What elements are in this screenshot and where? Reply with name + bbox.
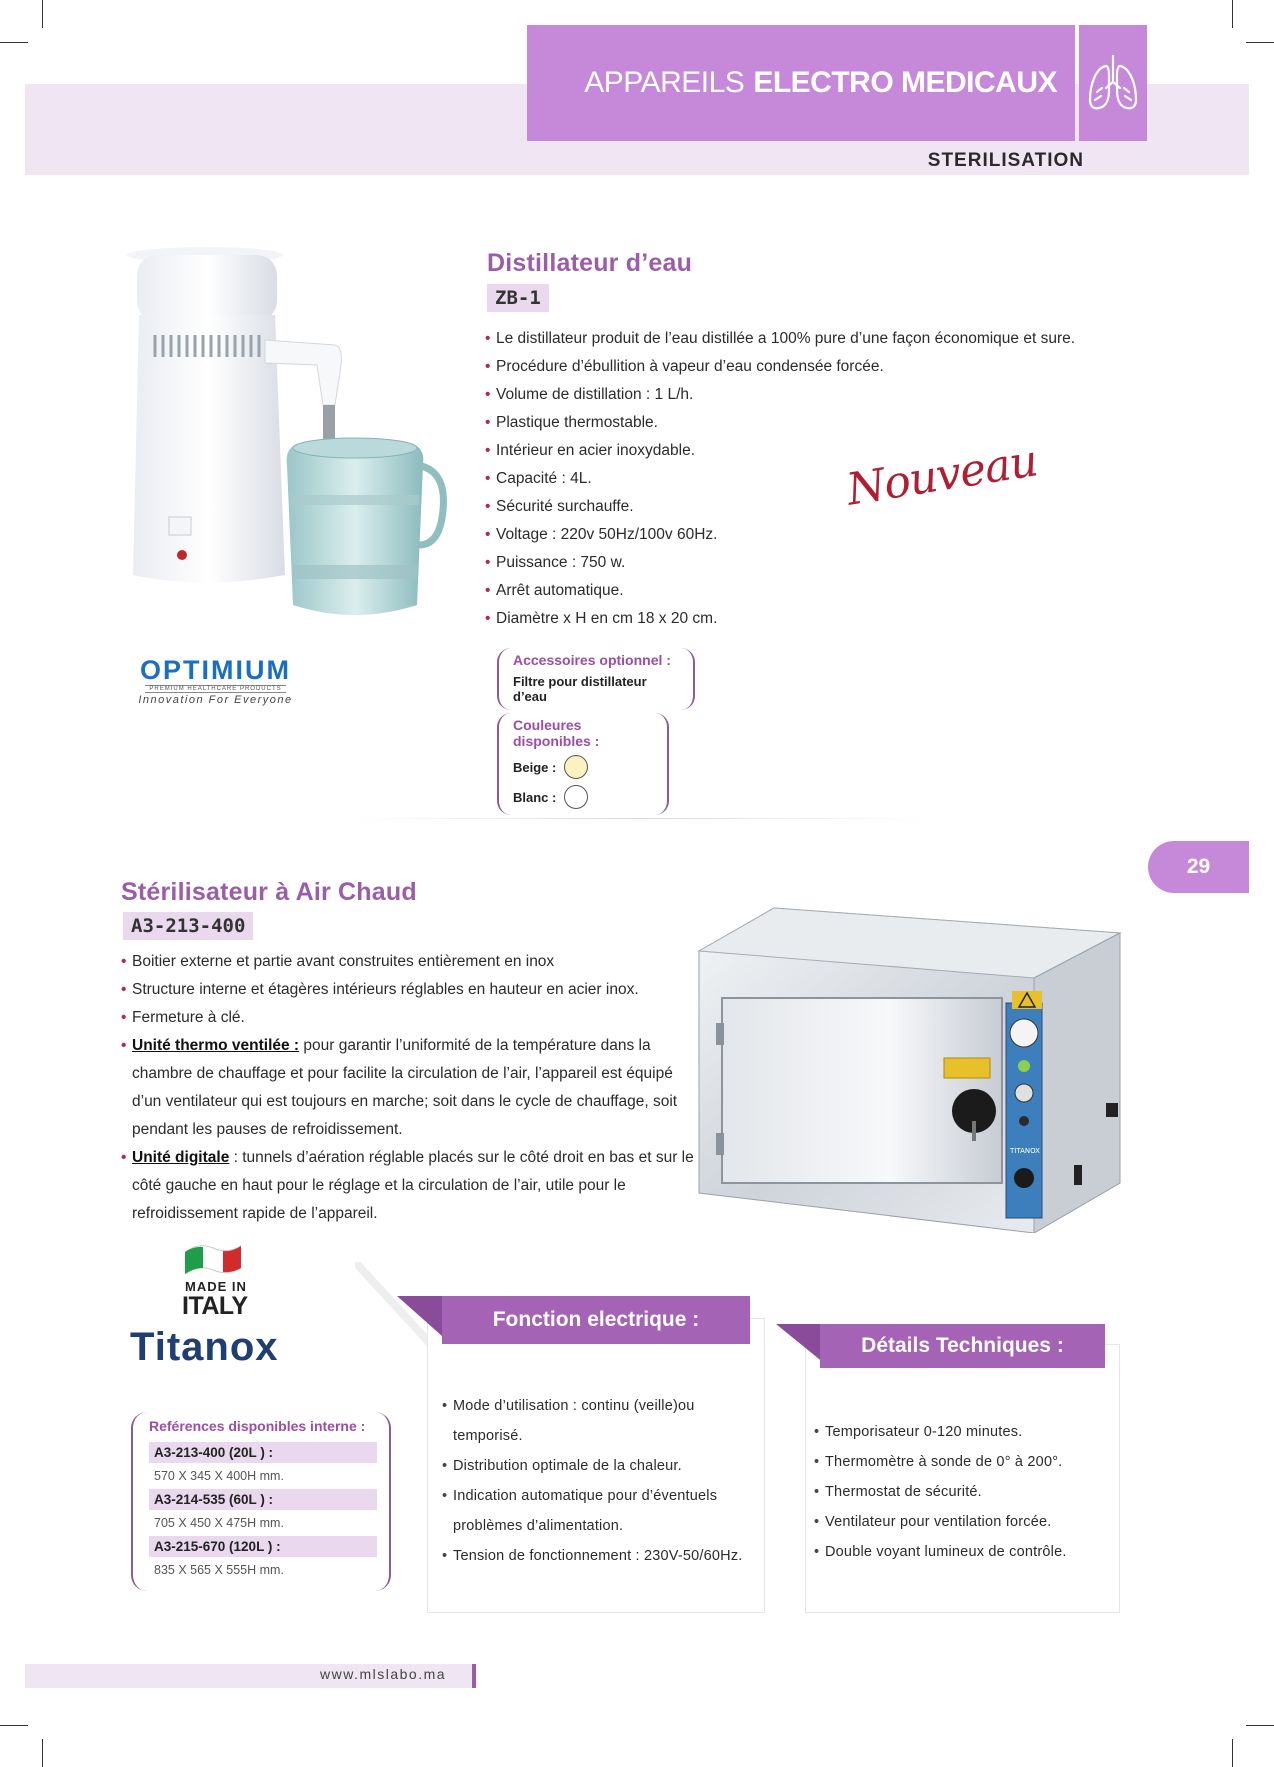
color-label: Beige : [513,759,557,775]
crop-mark [0,42,28,43]
sterilizer-brand-label: TITANOX [1010,1147,1040,1155]
section-divider [360,818,920,819]
technical-panel [805,1344,1120,1613]
lungs-icon [1086,52,1140,114]
list-item: • Sécurité surchauffe. [485,493,1165,521]
reference-head: A3-214-535 (60L ) : [149,1489,377,1510]
color-swatch [564,755,588,779]
product2-feature-list [121,948,696,1228]
header-title [527,25,1075,141]
crop-mark [0,1725,28,1726]
list-item [121,1032,696,1144]
section-label: STERILISATION [927,150,1084,171]
accessories-box [497,648,695,710]
list-item: • Tension de fonctionnement : 230V-50/60Hz. [442,1541,747,1571]
colors-box [497,713,669,815]
crop-mark [42,1739,43,1767]
made-in-label: MADE IN [185,1279,247,1294]
list-item: • Volume de distillation : 1 L/h. [485,381,1165,409]
technical-panel-title: Détails Techniques : [820,1324,1105,1368]
list-item: • Temporisateur 0-120 minutes. [814,1417,1109,1447]
reference-dims: 835 X 565 X 555H mm. [154,1563,284,1577]
reference-head: A3-213-400 (20L ) : [149,1442,377,1463]
electrical-list [442,1391,747,1571]
product2-code: A3-213-400 [123,912,253,940]
crop-mark [1246,42,1274,43]
color-option-beige [513,755,655,779]
header-icon-box [1079,25,1147,141]
header-title-bold: ELECTRO MEDICAUX [753,66,1057,99]
color-swatch [564,785,588,809]
list-item: • Diamètre x H en cm 18 x 20 cm. [485,605,1165,633]
page-number: 29 [1148,841,1249,893]
list-item [121,1144,696,1228]
color-option-blanc [513,785,655,809]
crop-mark [1232,0,1233,28]
crop-mark [42,0,43,28]
sterilizer-image [694,903,1124,1233]
header-title-light: APPAREILS [584,66,745,99]
list-item: • Double voyant lumineux de contrôle. [814,1537,1109,1567]
list-item: • Capacité : 4L. [485,465,1165,493]
electrical-panel-title: Fonction electrique : [442,1296,750,1344]
list-item: • Intérieur en acier inoxydable. [485,437,1165,465]
feature-highlight: Unité thermo ventilée : [132,1037,300,1054]
product2-title: Stérilisateur à Air Chaud [121,878,417,906]
italy-flag-icon [185,1242,241,1278]
list-item: • Distribution optimale de la chaleur. [442,1451,747,1481]
optimium-logo-sub: PREMIUM HEALTHCARE PRODUCTS [145,685,286,693]
made-in-country: ITALY [182,1292,248,1320]
list-item: • Procédure d’ébullition à vapeur d’eau condensée forcée. [485,353,1165,381]
list-item: • Arrêt automatique. [485,577,1165,605]
list-item: • Indication automatique pour d’éventuels problèmes d’alimentation. [442,1481,747,1541]
product1-code: ZB-1 [487,284,549,312]
product1-title: Distillateur d’eau [487,249,693,277]
technical-list [814,1417,1109,1567]
product1-feature-list [485,325,1165,633]
crop-mark [1232,1739,1233,1767]
feature-highlight: Unité digitale [132,1149,230,1166]
list-item: • Plastique thermostable. [485,409,1165,437]
crop-mark [1246,1725,1274,1726]
references-title: Reférences disponibles interne : [149,1418,366,1434]
electrical-panel [427,1318,765,1613]
list-item: • Voltage : 220v 50Hz/100v 60Hz. [485,521,1165,549]
distiller-image [125,245,465,635]
list-item: • Le distillateur produit de l’eau distillée a 100% pure d’une façon économique et sure. [485,325,1165,353]
list-item: • Thermostat de sécurité. [814,1477,1109,1507]
list-item: • Structure interne et étagères intérieurs réglables en hauteur en acier inox. [121,976,696,1004]
optimium-logo-tagline: Innovation For Everyone [138,694,293,706]
footer-accent [472,1664,476,1688]
list-item: • Fermeture à clé. [121,1004,696,1032]
references-box [131,1412,391,1591]
feature-text: pour garantir l’uniformité de la température dans la chambre de chauffage et pour facilite la circulation de l’air, l’appareil est équipé d’un ventilateur qui est toujours en marche; soit dans le cycle de chauffage, soit pendant les pauses de refroidissement. [132,1037,678,1138]
reference-head: A3-215-670 (120L ) : [149,1536,377,1557]
footer-url[interactable]: www.mlslabo.ma [320,1666,447,1682]
list-item: • Thermomètre à sonde de 0° à 200°. [814,1447,1109,1477]
feature-text: : tunnels d’aération réglable placés sur le côté droit en bas et sur le côté gauche en haut pour le réglage et la circulation de l’air, utile pour le refroidissement rapide de l’appareil. [132,1149,694,1222]
optimium-logo-name: OPTIMIUM [140,655,291,685]
colors-title: Couleures disponibles : [513,717,600,749]
list-item: • Mode d’utilisation : continu (veille)ou temporisé. [442,1391,747,1451]
accessories-title: Accessoires optionnel : [513,652,671,668]
list-item: • Boitier externe et partie avant construites entièrement en inox [121,948,696,976]
nouveau-badge: Nouveau [843,435,1041,516]
reference-dims: 705 X 450 X 475H mm. [154,1516,284,1530]
titanox-logo: Titanox [130,1325,279,1369]
list-item: • Puissance : 750 w. [485,549,1165,577]
list-item: • Ventilateur pour ventilation forcée. [814,1507,1109,1537]
reference-dims: 570 X 345 X 400H mm. [154,1469,284,1483]
color-label: Blanc : [513,789,557,805]
optimium-logo [133,656,298,706]
accessories-value: Filtre pour distillateur d’eau [513,674,647,704]
